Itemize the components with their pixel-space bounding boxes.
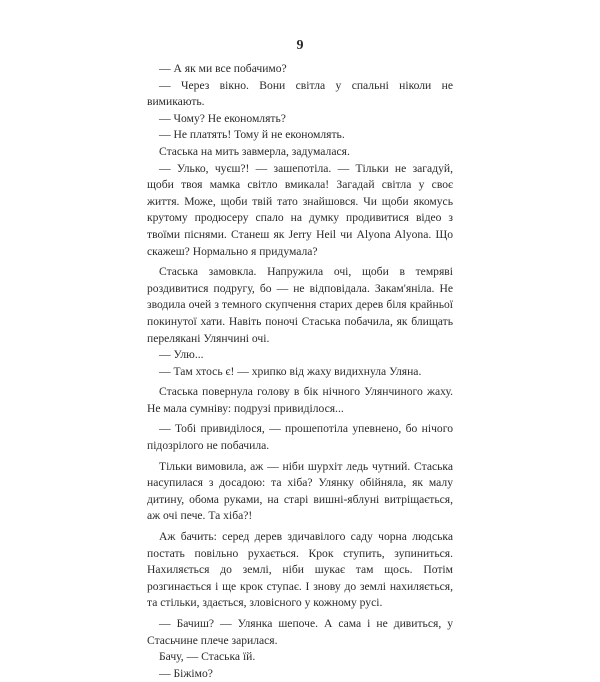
paragraph: — Не платять! Тому й не економлять. [159,128,345,142]
paragraph: — Тобі привиділося, — прошепотіла упевнено, бо нічого підозрілого не побачила. [147,422,453,453]
paragraph: Тільки вимовила, аж — ніби шурхіт ледь чутний. Стаська насупилася з досадою: та хіба? Улянку обійняла, як малу дитину, обома руками, на старі вишні-яблуні витріщається, аж очі пече. Та хіба?! [147,459,453,523]
paragraph: Бачу, — Стаська їй. [159,650,256,664]
paragraph: — Бачиш? — Улянка шепоче. А сама і не дивиться, у Стасьчине плече зарилася. [147,617,453,647]
paragraph: — Чому? Не економлять? [159,111,286,125]
paragraph: Стаська повернула голову в бік нічного Улянчиного жаху. Не мала сумніву: подрузі привиділося... [147,385,453,415]
page-number: 9 [296,38,304,53]
body-text [147,61,453,682]
paragraph: — Улю... [159,348,204,362]
paragraph: — Там хтось є! — хрипко від жаху видихнула Уляна. [159,364,422,378]
paragraph: — Біжімо? [159,666,213,680]
paragraph: Стаська замовкла. Напружила очі, щоби в темряві роздивитися подругу, бо — не відповідала. Закам'яніла. Не зводила очей з темного скупчення старих дерев біля крайньої покинутої хати. Навіть поночі Стаська побачила, як блищать перелякані Улянчині очі. [147,265,453,345]
paragraph: Аж бачить: серед дерев здичавілого саду чорна людська постать повільно рухається. Крок ступить, зупиниться. Нахиляється до землі, ніби шукає там щось. Потім розгинається і ще крок ступає. І знову до землі нахиляється, та стільки, здається, зловісного у кожному русі. [147,530,453,610]
paragraph: Стаська на мить завмерла, задумалася. [159,144,350,158]
paragraph: — Ульк​о, чуєш?! — зашепотіла. — Тільки не загадуй, щоби твоя мамка світло вмикала! Загадай світла у своє життя. Може, щоби твій тато знайшовся. Чи щоби якомусь крутому продюсеру спало на думку продивитися відео з твоїми піснями. Станеш як Jerry Heil чи Alyona Alyona. Що скажеш? Нормально я придумала? [147,161,453,258]
paragraph: — А як ми все побачимо? [159,62,287,75]
paragraph: — Через вікно. Вони світла у спальні ніколи не вимикають. [147,78,453,109]
